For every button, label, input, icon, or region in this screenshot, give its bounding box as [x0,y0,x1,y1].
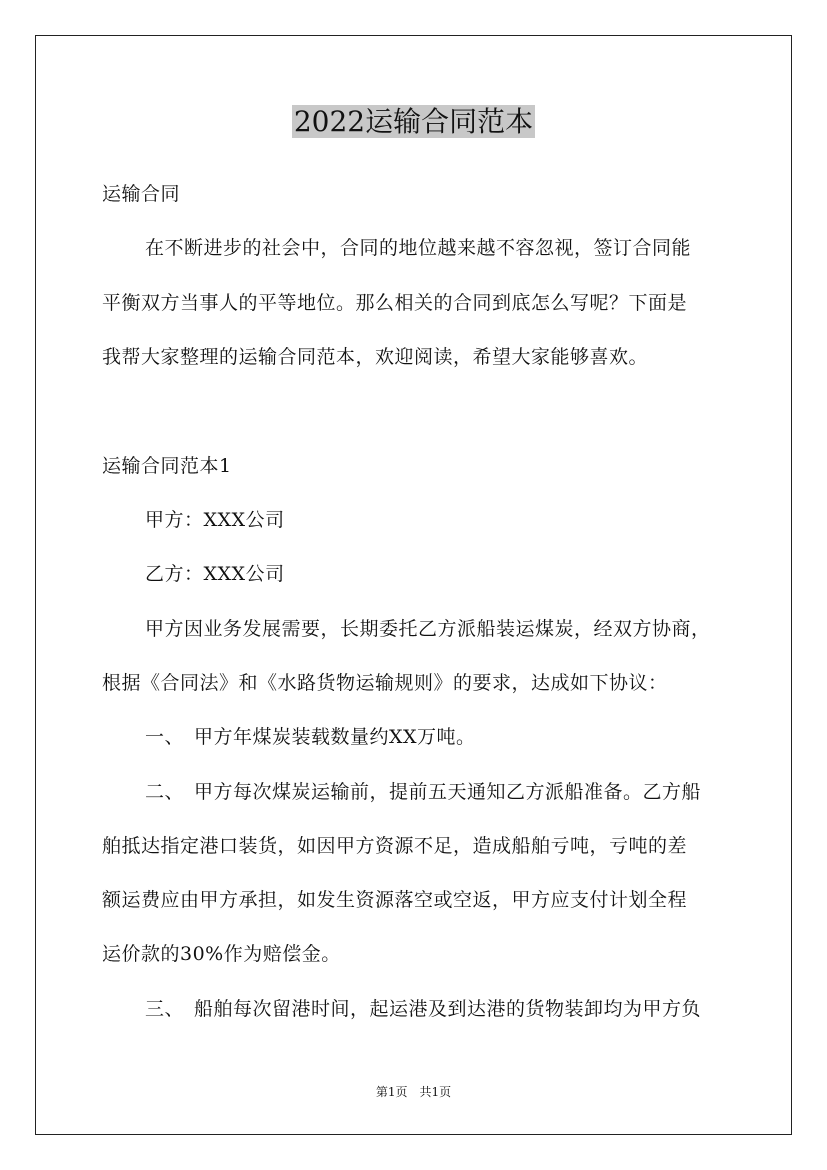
section-heading: 运输合同 [102,183,181,205]
paragraph-line: 甲方因业务发展需要，长期委托乙方派船装运煤炭，经双方协商， [145,618,711,640]
paragraph-line: 舶抵达指定港口装货，如因甲方资源不足，造成船舶亏吨，亏吨的差 [102,835,688,857]
page-number-footer: 第1页 共1页 [375,1085,452,1099]
paragraph-line: 平衡双方当事人的平等地位。那么相关的合同到底怎么写呢？下面是 [102,292,688,314]
document-title-text: 2022运输合同范本 [293,105,534,138]
paragraph-line: 运价款的30%作为赔偿金。 [102,943,341,965]
paragraph-line: 在不断进步的社会中，合同的地位越来越不容忽视，签订合同能 [145,237,692,259]
clause-line: 三、 船舶每次留港时间，起运港及到达港的货物装卸均为甲方负 [145,998,702,1020]
party-a-line: 甲方：XXX公司 [145,509,285,531]
paragraph-line: 我帮大家整理的运输合同范本，欢迎阅读，希望大家能够喜欢。 [102,346,649,368]
party-b-line: 乙方：XXX公司 [145,563,285,585]
paragraph-line: 根据《合同法》和《水路货物运输规则》的要求，达成如下协议： [102,672,668,694]
document-title [0,100,827,144]
section-heading: 运输合同范本1 [102,455,232,477]
clause-line: 一、 甲方年煤炭装载数量约XX万吨。 [145,726,476,748]
paragraph-line: 额运费应由甲方承担，如发生资源落空或空返，甲方应支付计划全程 [102,889,688,911]
clause-line: 二、 甲方每次煤炭运输前，提前五天通知乙方派船准备。乙方船 [145,781,702,803]
